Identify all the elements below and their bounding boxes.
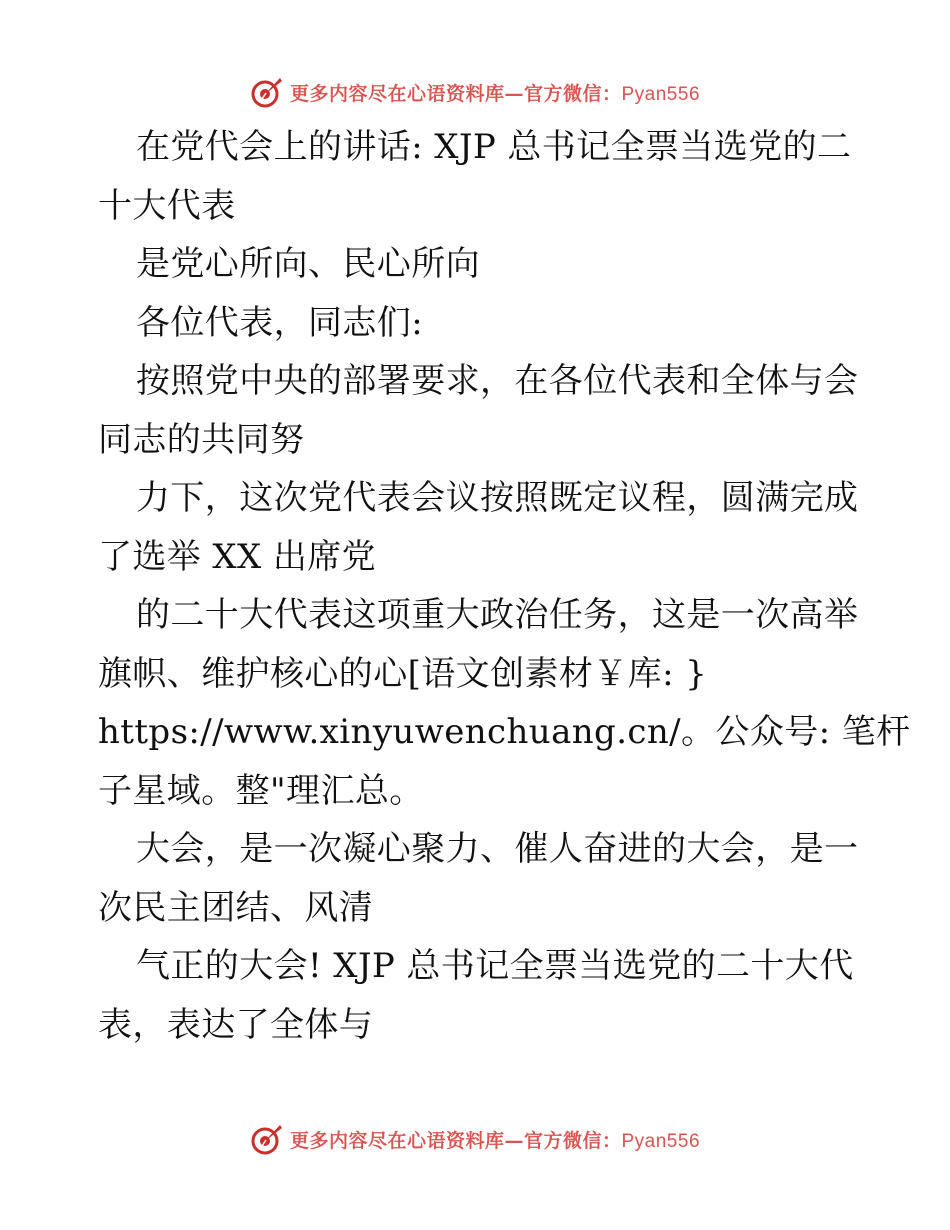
text-line: 十大代表 xyxy=(98,185,236,226)
header-banner-account: Pyan556 xyxy=(621,83,701,105)
text-line: 同志的共同努 xyxy=(98,419,305,460)
text-line: 旗帜、维护核心的心[语文创素材￥库: } xyxy=(98,653,708,694)
text-line: 是党心所向、民心所向 xyxy=(136,244,480,284)
text-line: 的二十大代表这项重大政治任务，这是一次高举 xyxy=(136,595,859,635)
text-line: 次民主团结、风清 xyxy=(98,887,374,928)
header-banner-text: 更多内容尽在心语资料库—官方微信：Pyan556 xyxy=(289,82,701,105)
text-line: 子星域。整"理汇总。 xyxy=(98,770,424,811)
text-line: 气正的大会! XJP 总书记全票当选党的二十大代 xyxy=(136,946,854,986)
text-line: https://www.xinyuwenchuang.cn/。公众号: 笔杆 xyxy=(98,712,911,752)
text-line: 力下，这次党代表会议按照既定议程，圆满完成 xyxy=(136,478,859,518)
text-line: 表，表达了全体与 xyxy=(98,1004,374,1045)
quill-logo-icon xyxy=(250,1122,284,1156)
footer-banner xyxy=(0,1119,950,1159)
text-line: 在党代会上的讲话: XJP 总书记全票当选党的二 xyxy=(136,127,852,167)
footer-banner-text: 更多内容尽在心语资料库—官方微信：Pyan556 xyxy=(289,1129,701,1152)
header-banner xyxy=(0,72,950,112)
document-body xyxy=(98,118,911,1054)
text-line: 大会，是一次凝心聚力、催人奋进的大会，是一 xyxy=(136,829,859,869)
text-line: 了选举 XX 出席党 xyxy=(98,536,377,577)
text-line: 各位代表，同志们: xyxy=(136,302,424,343)
quill-logo-icon xyxy=(250,75,284,109)
footer-banner-account: Pyan556 xyxy=(621,1130,701,1152)
text-line: 按照党中央的部署要求，在各位代表和全体与会 xyxy=(136,361,859,401)
